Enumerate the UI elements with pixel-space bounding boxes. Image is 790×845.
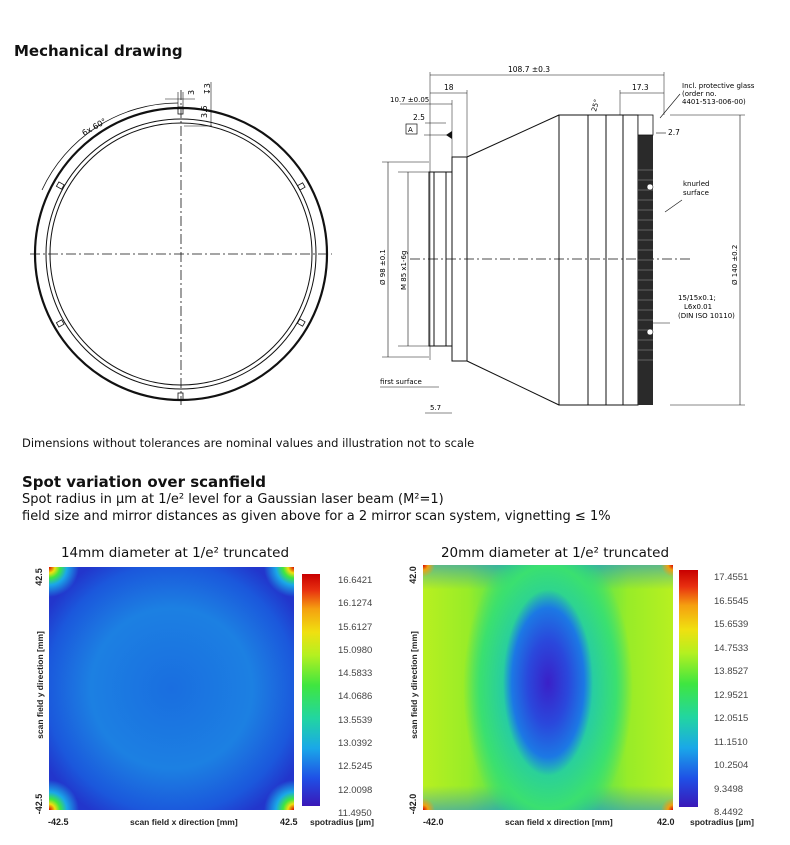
flange-length-label: 18 [444, 83, 454, 92]
cb20-tick: 11.1510 [714, 736, 748, 748]
surface-spec-label-2: L6x0.01 [684, 303, 713, 311]
thread-label: M 85 x1-6g [400, 250, 408, 290]
protective-glass-label-3: 4401-513-006-00) [682, 98, 746, 106]
body-diameter-label: Ø 140 ±0.2 [731, 244, 739, 285]
chart-14mm-colorbar [302, 574, 320, 806]
chart-20mm-title: 20mm diameter at 1/e² truncated [440, 545, 670, 561]
spot-description-2: field size and mirror distances as given above for a 2 mirror scan system, vignetting ≤ 1% [22, 509, 611, 524]
chart-14mm-ytick-max: 42.5 [34, 568, 44, 586]
spot-description-1: Spot radius in µm at 1/e² level for a Gaussian laser beam (M²=1) [22, 492, 444, 507]
cb14-tick: 16.6421 [338, 575, 373, 586]
shoulder-label: 2.5 [413, 113, 425, 122]
cb20-tick: 10.2504 [714, 760, 749, 771]
dimensions-footnote: Dimensions without tolerances are nominal values and illustration not to scale [22, 436, 475, 450]
cb20-tick: 15.6539 [714, 619, 749, 630]
cb14-tick: 14.0686 [338, 691, 373, 703]
cb20-tick: 14.7533 [714, 642, 749, 654]
chart-20mm-heatmap [423, 565, 673, 810]
cb20-tick: 9.3498 [714, 783, 744, 795]
cb14-tick: 14.5833 [338, 668, 373, 680]
chart-20mm-ytick-max: 42.0 [408, 566, 418, 584]
slot-width-label: 3 [187, 89, 196, 95]
chart-14mm-xtick-min: -42.5 [48, 817, 69, 827]
cb14-tick: 12.0098 [338, 784, 373, 796]
chart-14mm-heatmap [49, 567, 294, 810]
chart-20mm-xlabel: scan field x direction [mm] [505, 817, 613, 827]
cb14-tick: 11.4950 [338, 807, 372, 819]
slot-depth-label: 3.5 [200, 105, 209, 118]
rear-length-label: 17.3 [632, 83, 649, 92]
cb14-tick: 15.0980 [338, 644, 373, 656]
chart-14mm-title: 14mm diameter at 1/e² truncated [60, 545, 290, 561]
first-surface-distance-label: 5.7 [430, 404, 442, 412]
pattern-label: 6x 60° [80, 116, 108, 138]
glass-offset-label: 2.7 [668, 128, 680, 137]
cb14-tick: 12.5245 [338, 761, 373, 773]
overall-length-label: 108.7 ±0.3 [508, 65, 551, 74]
side-view-drawing [370, 60, 790, 430]
protective-glass-label-1: Incl. protective glass [682, 82, 755, 90]
cb20-tick: 16.5545 [714, 595, 749, 607]
knurled-label-2: surface [683, 189, 709, 197]
protective-glass-label-2: (order no. [682, 90, 717, 98]
chart-14mm-xlabel: scan field x direction [mm] [130, 817, 238, 827]
surface-spec-label-1: 15/15x0.1; [678, 294, 716, 302]
chart-20mm-colorbar-ticks [714, 566, 748, 825]
front-view-drawing [0, 70, 380, 430]
flange-diameter-label: Ø 98 ±0.1 [379, 249, 387, 285]
surface-spec-label-3: (DIN ISO 10110) [678, 312, 735, 320]
cb20-tick: 8.4492 [714, 807, 744, 818]
knurled-label-1: knurled [683, 180, 710, 188]
cb20-tick: 12.0515 [714, 713, 749, 724]
cb20-tick: 13.8527 [714, 666, 749, 677]
cb14-tick: 15.6127 [338, 621, 373, 633]
chart-20mm-xtick-min: -42.0 [423, 817, 444, 827]
cb14-tick: 16.1274 [338, 598, 373, 610]
chart-20mm-colorbar-label: spotradius [µm] [690, 817, 754, 827]
thread-offset-label: 10.7 ±0.05 [390, 96, 430, 104]
chart-20mm-ytick-min: -42.0 [408, 793, 418, 815]
chart-14mm-xtick-max: 42.5 [280, 817, 298, 827]
angle-label: 25° [590, 98, 602, 113]
cb14-tick: 13.5539 [338, 714, 373, 726]
chart-14mm-ytick-min: -42.5 [34, 793, 44, 815]
section-title-mechanical: Mechanical drawing [14, 42, 183, 60]
depth-symbol-label: ↧3 [203, 83, 212, 95]
chart-20mm-colorbar [679, 570, 698, 807]
chart-20mm-xtick-max: 42.0 [657, 817, 675, 827]
cb20-tick: 17.4551 [714, 572, 749, 583]
datum-label: A [408, 126, 413, 134]
cb20-tick: 12.9521 [714, 689, 749, 701]
first-surface-label: first surface [380, 378, 422, 386]
cb14-tick: 13.0392 [338, 738, 373, 750]
chart-20mm-ylabel: scan field y direction [mm] [409, 631, 419, 739]
chart-14mm-colorbar-ticks [338, 569, 372, 825]
chart-14mm-colorbar-label: spotradius [µm] [310, 817, 374, 827]
chart-14mm-ylabel: scan field y direction [mm] [35, 631, 45, 739]
section-title-spot: Spot variation over scanfield [22, 473, 266, 491]
